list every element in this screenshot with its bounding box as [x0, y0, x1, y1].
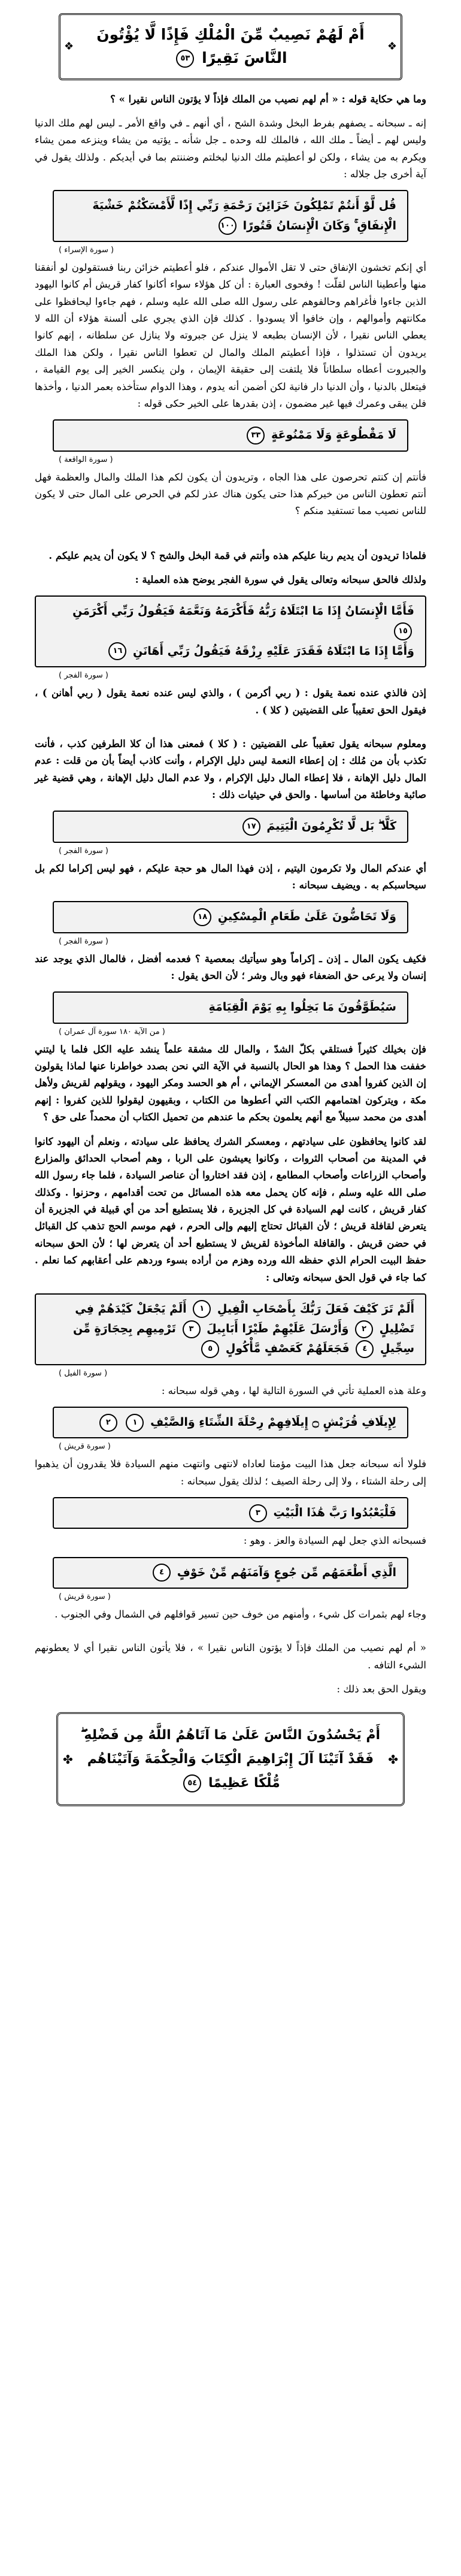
ayah-number: ٣٣ — [247, 427, 265, 445]
header-verse-text: أَمْ لَهُمْ نَصِيبٌ مِّنَ الْمُلْكِ فَإِذًا لَّا يُؤْتُونَ النَّاسَ نَقِيرًا — [96, 26, 365, 66]
verse-box-quraish-3 — [53, 1557, 408, 1589]
verse-text: وَأَمَّا إِذَا مَا ابْتَلَاهُ فَقَدَرَ عَلَيْهِ رِزْقَهُ فَيَقُولُ رَبِّي أَهَانَنِ — [133, 644, 414, 658]
verse-source: ( سورة الفجر ) — [59, 936, 108, 946]
ayah-number: ١ — [193, 1300, 211, 1318]
ayah-number: ٣ — [183, 1320, 201, 1338]
ayah-number: ١٧ — [242, 818, 260, 836]
paragraph-5: فلماذا تريدون أن يديم ربنا عليكم هذه وأنتم في قمة البخل والشح ؟ لا يكون أن يديم عليكم . — [48, 549, 426, 561]
ayah-number: ٤ — [356, 1340, 374, 1358]
ayah-number: ٤ — [153, 1564, 171, 1582]
verse-text: لَا مَقْطُوعَةٍ وَلَا مَمْنُوعَةٍ — [271, 428, 396, 442]
ayah-number: ١ — [126, 1414, 144, 1432]
verse-text: وَلَا تَحَاضُّونَ عَلَىٰ طَعَامِ الْمِسْكِينِ — [217, 910, 396, 924]
verse-source: ( سورة الفيل ) — [59, 1368, 108, 1378]
ayah-number: ٢ — [355, 1320, 373, 1338]
paragraph-8: ومعلوم سبحانه يقول تعقيباً على القضيتين : ( كلا ) فمعنى هذا أن كلا الطرفين كذب ، فأنت تكذب بأن من مُلك : إن إعطاء النعمة ليس دليل الإكرام ، وأنت كاذب أيضاً بأن من قلت : عدم المال دليل الإهانة ، فلا إعطاء المال دليل الإكرام ، ولا عدم المال دليل الإهانة ، وهي قضية غير صائبة وخاطئة من أساسها . والحق في حيثيات ذلك : — [35, 737, 426, 800]
paragraph-18: ويقول الحق بعد ذلك : — [336, 1683, 426, 1695]
ayah-number: ١٦ — [108, 642, 126, 660]
verse-text: أَلَمْ يَجْعَلْ كَيْدَهُمْ فِي تَضْلِيلٍ — [75, 1302, 414, 1336]
verse-text: سَيُطَوَّقُونَ مَا بَخِلُوا بِهِ يَوْمَ الْقِيَامَةِ — [208, 1000, 396, 1014]
verse-box-waqia — [53, 419, 408, 451]
verse-box-quraish-1 — [53, 1407, 408, 1438]
ayah-number: ١٥ — [394, 622, 412, 640]
verse-box-fajr-2 — [53, 811, 408, 842]
verse-source: ( سورة الواقعة ) — [59, 455, 113, 464]
paragraph-2: إنه ـ سبحانه ـ يصفهم بفرط البخل وشدة الشح ، أي أنهم ـ في واقع الأمر ـ ليس لهم ملك الدنيا وليس لهم ـ أيضاً ـ ملك الله ، فالملك لله وحده ـ جل شأنه ـ يؤتيه من يشاء وينزعه ممن يشاء ويكرم به من يشاء ، ولكن لو أعطيتم ملك الدنيا لبخلتم وضننتم بما في أيديكم . ولذلك يقول في آية أخرى جل جلاله : — [35, 117, 426, 180]
paragraph-3: أي إنكم تخشون الإنفاق حتى لا تقل الأموال عندكم ، فلو أعطيتم خزائن ربنا فستقولون لو أنفقنا منها وأعطينا الناس لقلّت ! وفحوى العبارة : أن كل هؤلاء سواء أكانوا كفار قريش أم كانوا اليهود الذين جاءوا فأغراهم وحالفوهم على رسول الله صلى الله عليه وسلم ، فهم جاءوا ليحافظوا على مكانتهم وأموالهم ، وإن خافوا ألا يسودوا . كذلك فإن الذي يجري على ألسنة هؤلاء أن الله لا يعطي الناس نقيرا ، لأن الإنسان بطبعه لا ينزل عن جبروته ولا ينازل عن سلطانه ، إنهم كانوا يريدون أن تستذلوا ، فإذا أعطيتم الملك والمال لن تعطوا الناس نقيرا ، ولكن هذا الملك والجبروت أعطاه سلطاناً فلا يلتفت إلى حقيقة الإيمان ، ولن ينكسر الخير إلى يوم القيامة ، فيتعلل بالدنيا ، وأن الدنيا دار فانية لكن أضمن أنه يدوم ، وهذا الدوام ستأخذه بعمر الدنيا ، وأخذها فلن يبقى وعمرك فيها غير مضمون ، إذن بقدرها على الخير حكى قوله : — [35, 261, 426, 409]
paragraph-6: ولذلك فالحق سبحانه وتعالى يقول في سورة الفجر يوضح هذه العملية : — [135, 574, 426, 585]
verse-text: كَلَّا ۖ بَل لَّا تُكْرِمُونَ الْيَتِيمَ — [266, 820, 396, 833]
verse-text: أَلَمْ تَرَ كَيْفَ فَعَلَ رَبُّكَ بِأَصْحَابِ الْفِيلِ — [217, 1302, 414, 1316]
verse-text: فَلْيَعْبُدُوا رَبَّ هَٰذَا الْبَيْتِ — [273, 1506, 396, 1519]
paragraph-17: « أم لهم نصيب من الملك فإذاً لا يؤتون الناس نقيرا » ، فلا يأتون الناس نقيرا أي لا يعطونهم الشيء التافه . — [35, 1642, 426, 1671]
ayah-number: ١٠٠ — [219, 217, 236, 235]
paragraph-15: فسبحانه الذي جعل لهم السيادة والعز . وهو : — [243, 1535, 426, 1547]
ayah-number: ٣ — [249, 1504, 267, 1522]
verse-box-imran — [53, 991, 408, 1023]
verse-text: لِإِيلَافِ قُرَيْشٍ ۝ إِيلَافِهِمْ رِحْلَةَ الشِّتَاءِ وَالصَّيْفِ — [150, 1416, 396, 1429]
verse-source: ( من الآية ١٨٠ سورة آل عمران ) — [59, 1027, 165, 1036]
paragraph-4: فأنتم إن كنتم تحرصون على هذا الجاه ، وتريدون أن يكون لكم هذا الملك والمال والعظمة فهل أنتم تعطون الناس من خيركم هذا حتى يكون هناك عذر لكم في الحرص على المال حتى لا يكون للناس نصيب مما تستفيد منكم ؟ — [35, 471, 426, 517]
verse-text: الَّذِي أَطْعَمَهُم مِّن جُوعٍ وَآمَنَهُم مِّنْ خَوْفٍ — [177, 1565, 396, 1579]
paragraph-14: فلولا أنه سبحانه جعل هذا البيت مؤمنا لعاداه لانتهى وانتهت منهم السيادة فلا يقدرون أن يذهبوا إلى رحلة الشتاء ، ولا إلى رحلة الصيف ؛ لذلك يقول سبحانه : — [35, 1458, 426, 1487]
paragraph-7: إذن فالذي عنده نعمة يقول : ( ربي أكرمن ) ، والذي ليس عنده نعمة يقول ( ربي أهانن ) ، فيقول الحق تعقيباً على القضيتين ( كلا ) . — [35, 687, 426, 716]
verse-source: ( سورة الفجر ) — [59, 671, 108, 681]
verse-box-fajr-1 — [35, 595, 426, 667]
verse-source: ( سورة قريش ) — [59, 1442, 111, 1452]
paragraph-12: لقد كانوا يحافظون على سيادتهم ، ومعسكر الشرك يحافظ على سيادته ، ونعلم أن اليهود كانوا في المدينة من أصحاب الثروات ، وكانوا يعيشون على الربا ، وهم أصحاب الحدائق والمزارع وأصحاب الزراعات وأصحاب المطامع ، إذن فقد اختاروا أن عناصر السيادة ، فلما جاء رسول الله صلى الله عليه وسلم ، فإنه كان يحمل معه هذه المسائل من تحت أقدامهم ، وحزنوا . وكذلك كفار قريش ، كانت لهم السيادة في كل الجزيرة ، فلا يستطيع أحد من أي قبيلة في الجزيرة أن يتعرض لقافلة قريش ؛ لأن القبائل تحتاج إليهم وإلى الحرم ، فهم موسم الحج تذهب كل القبائل في حضن قريش . والقافلة المأخوذة لقريش لا يستطيع أحد أن يتعرض لها ؛ لأن الحق سبحانه حفظ البيت الحرام الذي حفظه الله ورده وهزم من أراده بسوء وردهم على أعقابهم كما نعلم . كما جاء في قول الحق سبحانه وتعالى : — [35, 1135, 426, 1283]
verse-source: ( سورة الإسراء ) — [59, 245, 114, 255]
paragraph-10: فكيف يكون المال ـ إذن ـ إكراماً وهو سيأتيك بمعصية ؟ فعدمه أفضل ، فالمال الذي يوجد عند إنسان ولا يرعى حق الضعفاء فهو وبال وشر ؛ لأن الحق يقول : — [35, 953, 426, 981]
verse-box-fajr-3 — [53, 901, 408, 933]
closing-verse-text: أَمْ يَحْسُدُونَ النَّاسَ عَلَىٰ مَا آتَاهُمُ اللَّهُ مِن فَضْلِهِ ۖ فَقَدْ آتَيْنَا آلَ إِبْرَاهِيمَ الْكِتَابَ وَالْحِكْمَةَ وَآتَيْنَاهُم مُّلْكًا عَظِيمًا — [80, 1728, 381, 1791]
paragraph-9: أي عندكم المال ولا تكرمون اليتيم ، إذن فهذا المال هو حجة عليكم ، فهو ليس إكراما لكم بل سيحاسبكم به . ويضيف سبحانه : — [35, 862, 426, 891]
paragraph-11: فإن بخيلك كثيراً فستلقي بكلّ الشدّ ، والمال لك مشقة علماً ينشد عليه الكل فلما يا ليتني خففت هذا الحمل ؟ وهذا هو الحال بالنسبة في الآية التي نحن بصدد خواطرنا عنها لماذا يقولون إن الذين كفروا أهدى من المعسكر الإيماني ، أم هو الحسد ومكر اليهود ، ويقولهم لقريش ولأهل مكة ، ويتركون اهتمامهم الكتب التي أعطوها من الكتاب ، وبقيهون ليقولوا للذين كفروا : إنهم أهدى من محمد سبيلاً مع أنهم يعلمون بحكم ما عندهم من تحميل الكتاب أن محمداً على حق ؟ — [35, 1043, 426, 1123]
paragraph-16: وجاء لهم بثمرات كل شيء ، وأمنهم من خوف حين تسير قوافلهم في الشمال وفي الجنوب . — [54, 1608, 426, 1620]
verse-text: فَأَمَّا الْإِنسَانُ إِذَا مَا ابْتَلَاهُ رَبُّهُ فَأَكْرَمَهُ وَنَعَّمَهُ فَيَقُولُ رَبِّي أَكْرَمَنِ — [72, 604, 414, 618]
verse-text: قُل لَّوْ أَنتُمْ تَمْلِكُونَ خَزَائِنَ رَحْمَةِ رَبِّي إِذًا لَّأَمْسَكْتُمْ خَشْيَةَ الْإِنفَاقِ ۚ وَكَانَ الْإِنسَانُ قَتُورًا — [92, 199, 396, 232]
verse-source: ( سورة الفجر ) — [59, 846, 108, 855]
closing-verse-banner — [56, 1712, 405, 1806]
verse-text: وَأَرْسَلَ عَلَيْهِمْ طَيْرًا أَبَابِيلَ — [207, 1322, 349, 1336]
verse-text: فَجَعَلَهُمْ كَعَصْفٍ مَّأْكُولٍ — [225, 1342, 350, 1356]
verse-text: تَرْمِيهِم بِحِجَارَةٍ مِّن سِجِّيلٍ — [73, 1322, 414, 1356]
header-ayah-number: ٥٣ — [176, 50, 194, 68]
paragraph-13: وعلة هذه العملية تأتي في السورة التالية لها ، وهي قوله سبحانه : — [161, 1384, 426, 1396]
ayah-number: ٢ — [99, 1414, 117, 1432]
header-verse-banner — [59, 13, 402, 80]
paragraph-question: وما هي حكاية قوله : « أم لهم نصيب من الملك فإذاً لا يؤتون الناس نقيرا » ؟ — [110, 93, 426, 105]
closing-ayah-number: ٥٤ — [183, 1774, 201, 1792]
ayah-number: ١٨ — [193, 908, 211, 926]
verse-box-fil — [35, 1293, 426, 1365]
verse-source: ( سورة قريش ) — [59, 1592, 111, 1601]
verse-box-isra — [53, 190, 408, 242]
verse-box-quraish-2 — [53, 1497, 408, 1529]
ayah-number: ٥ — [201, 1340, 219, 1358]
